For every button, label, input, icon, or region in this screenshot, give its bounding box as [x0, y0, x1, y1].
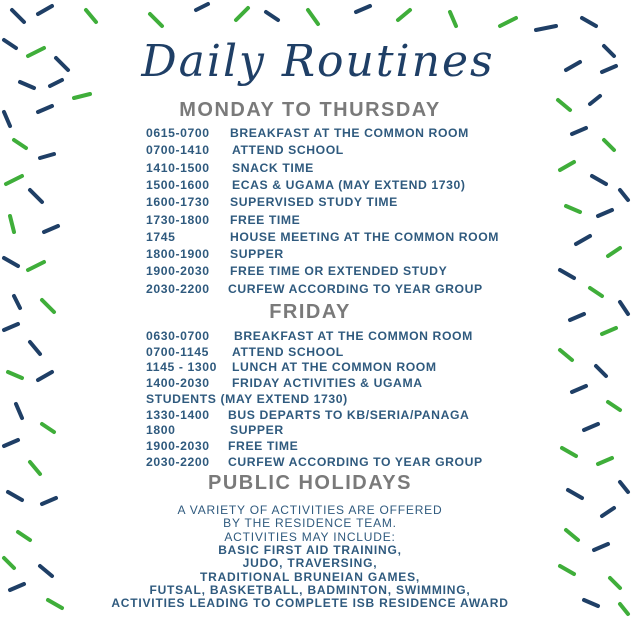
schedule-time: 1600-1730 — [146, 195, 210, 210]
monday-thursday-heading: MONDAY TO THURSDAY — [179, 99, 441, 121]
schedule-activity: CURFEW ACCORDING TO YEAR GROUP — [228, 281, 483, 296]
confetti-dash — [536, 26, 556, 30]
confetti-dash — [4, 324, 18, 330]
confetti-dash — [450, 12, 456, 26]
schedule-activity: SUPPER — [230, 247, 284, 262]
confetti-dash — [560, 162, 574, 170]
schedule-time: 0630-0700 — [146, 329, 210, 343]
confetti-dash — [604, 140, 614, 150]
schedule-row — [146, 264, 448, 279]
schedule-time: 0615-0700 — [146, 126, 210, 140]
confetti-dash — [12, 10, 24, 22]
confetti-dash — [608, 402, 620, 410]
schedule-time: 1730-1800 — [146, 212, 210, 227]
holiday-line: TRADITIONAL BRUNEIAN GAMES, — [199, 569, 421, 584]
schedule-time: 1330-1400 — [146, 407, 210, 422]
confetti-dash — [608, 248, 620, 256]
schedule-row — [146, 143, 344, 158]
confetti-dash — [266, 12, 278, 20]
schedule-activity: FREE TIME OR EXTENDED STUDY — [230, 264, 448, 279]
confetti-dash — [592, 176, 606, 184]
schedule-row — [146, 329, 473, 343]
confetti-dash — [38, 372, 52, 380]
schedule-row — [146, 360, 437, 375]
confetti-dash — [30, 190, 42, 202]
confetti-dash — [596, 366, 606, 376]
confetti-dash — [620, 302, 628, 314]
confetti-dash — [620, 482, 628, 492]
confetti-dash — [572, 386, 586, 392]
confetti-dash — [356, 6, 370, 12]
confetti-dash — [30, 342, 40, 354]
confetti-dash — [28, 262, 44, 270]
schedule-activity: CURFEW ACCORDING TO YEAR GROUP — [228, 454, 483, 469]
confetti-dash — [620, 190, 628, 200]
confetti-dash — [562, 448, 576, 456]
schedule-row — [146, 438, 299, 453]
confetti-dash — [566, 206, 580, 212]
schedule-row — [146, 423, 284, 438]
schedule-activity: ECAS & UGAMA (MAY EXTEND 1730) — [232, 177, 466, 192]
confetti-dash — [74, 94, 90, 98]
confetti-dash — [620, 604, 628, 614]
schedule-time: 1900-2030 — [146, 264, 210, 279]
schedule-row — [146, 229, 500, 244]
schedule-row — [146, 177, 466, 192]
confetti-dash — [598, 210, 612, 216]
schedule-row — [146, 160, 314, 175]
confetti-dash — [86, 10, 96, 22]
schedule-row — [146, 454, 483, 469]
schedule-activity: BUS DEPARTS TO KB/SERIA/PANAGA — [228, 407, 470, 422]
schedule-activity: FREE TIME — [228, 438, 299, 453]
schedule-time: 2030-2200 — [146, 454, 210, 469]
holiday-line: A VARIETY OF ACTIVITIES ARE OFFERED — [177, 503, 443, 517]
confetti-dash — [236, 8, 248, 20]
friday-heading: FRIDAY — [269, 301, 351, 323]
confetti-dash — [602, 328, 616, 334]
confetti-dash — [576, 236, 590, 244]
schedule-time: 1900-2030 — [146, 438, 210, 453]
confetti-dash — [150, 14, 162, 26]
schedule-time: 2030-2200 — [146, 281, 210, 296]
confetti-dash — [584, 424, 598, 430]
confetti-dash — [6, 176, 22, 184]
holiday-line: JUDO, TRAVERSING, — [242, 556, 378, 571]
confetti-dash — [500, 18, 516, 26]
schedule-activity: LUNCH AT THE COMMON ROOM — [232, 360, 437, 375]
schedule-row — [146, 344, 344, 359]
schedule-activity: SUPERVISED STUDY TIME — [230, 195, 398, 210]
confetti-dash — [4, 258, 18, 266]
schedule-time: 1400-2030 — [146, 376, 210, 391]
confetti-dash — [196, 4, 208, 10]
schedule-time: 1500-1600 — [146, 177, 210, 192]
confetti-dash — [16, 404, 22, 418]
holiday-line: BY THE RESIDENCE TEAM. — [223, 516, 397, 531]
confetti-dash — [4, 440, 18, 446]
public-holidays-heading: PUBLIC HOLIDAYS — [207, 472, 412, 494]
schedule-activity: ATTEND SCHOOL — [232, 143, 344, 158]
schedule-row — [146, 247, 284, 262]
confetti-dash — [582, 18, 596, 26]
schedule-row — [146, 281, 483, 296]
schedule-time: 1800-1900 — [146, 247, 210, 262]
holiday-line: ACTIVITIES MAY INCLUDE: — [224, 529, 396, 544]
schedule-activity: FRIDAY ACTIVITIES & UGAMA — [232, 376, 423, 391]
schedule-row — [146, 407, 470, 422]
confetti-dash — [40, 154, 54, 158]
holiday-line: BASIC FIRST AID TRAINING, — [218, 542, 402, 557]
holiday-line: FUTSAL, BASKETBALL, BADMINTON, SWIMMING, — [149, 582, 471, 597]
confetti-dash — [398, 10, 410, 20]
schedule-row — [146, 376, 423, 391]
schedule-row — [146, 195, 398, 210]
confetti-dash — [590, 288, 602, 296]
schedule-activity: BREAKFAST AT THE COMMON ROOM — [234, 329, 473, 343]
confetti-dash — [560, 270, 574, 278]
schedule-time: 0700-1410 — [146, 143, 210, 158]
schedule-activity: HOUSE MEETING AT THE COMMON ROOM — [230, 229, 500, 244]
schedule-row — [146, 212, 301, 227]
holiday-line: ACTIVITIES LEADING TO COMPLETE ISB RESIDENCE AWARD — [111, 596, 509, 611]
poster-title: Daily Routines — [141, 36, 495, 87]
schedule-activity: STUDENTS (MAY EXTEND 1730) — [146, 391, 348, 406]
schedule-time: 1410-1500 — [146, 160, 210, 175]
confetti-dash — [44, 226, 58, 232]
schedule-time: 1145 - 1300 — [146, 360, 217, 375]
schedule-activity: BREAKFAST AT THE COMMON ROOM — [230, 126, 469, 140]
confetti-dash — [8, 372, 22, 378]
confetti-dash — [42, 424, 54, 432]
confetti-dash — [572, 128, 586, 134]
schedule-time: 0700-1145 — [146, 344, 210, 359]
confetti-dash — [14, 140, 26, 148]
schedule-time: 1745 — [146, 229, 176, 244]
schedule-activity: SNACK TIME — [232, 160, 314, 175]
confetti-dash — [10, 216, 14, 232]
schedule-row — [146, 126, 469, 140]
confetti-dash — [308, 10, 318, 24]
schedule-activity: FREE TIME — [230, 212, 301, 227]
confetti-dash — [598, 458, 612, 464]
schedule-time: 1800 — [146, 423, 176, 438]
schedule-activity: ATTEND SCHOOL — [232, 344, 344, 359]
confetti-dash — [38, 6, 52, 14]
confetti-dash — [560, 350, 572, 360]
schedule-activity: SUPPER — [230, 423, 284, 438]
